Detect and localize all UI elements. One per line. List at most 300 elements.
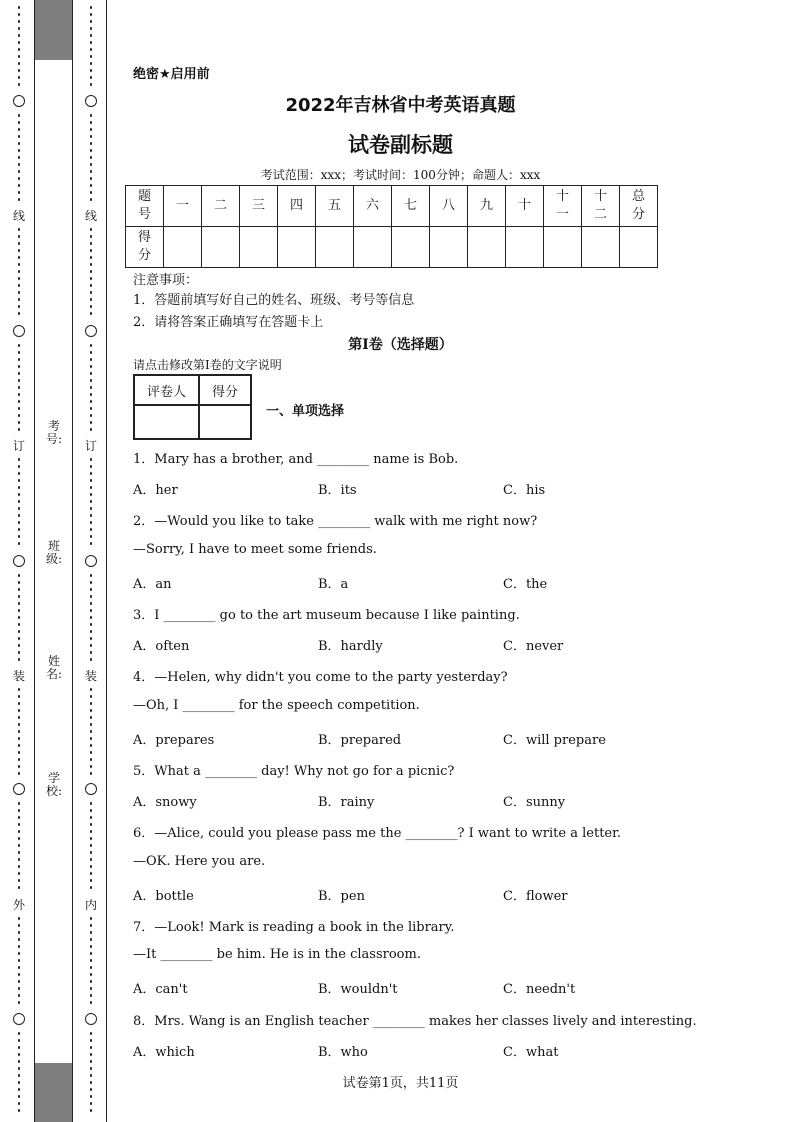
score-cell[interactable]: [202, 227, 240, 268]
dot: [18, 305, 20, 308]
dot: [18, 514, 20, 517]
dot: [18, 386, 20, 389]
dot: [18, 507, 20, 510]
dot: [90, 69, 92, 72]
answer-option[interactable]: A．often: [133, 639, 190, 655]
question-dialogue-line: —OK. Here you are.: [133, 853, 266, 869]
dot-segment: [85, 112, 97, 203]
dot-segment: [85, 572, 97, 663]
dot: [18, 535, 20, 538]
dot: [18, 695, 20, 698]
dot: [90, 1001, 92, 1004]
answer-option[interactable]: C．never: [503, 639, 564, 655]
circle-shape: [85, 325, 97, 337]
score-cell[interactable]: [506, 227, 544, 268]
answer-option[interactable]: B．rainy: [318, 795, 375, 811]
score-table: [125, 185, 658, 268]
dot: [90, 414, 92, 417]
dot: [18, 13, 20, 16]
binding-label: 订: [84, 439, 97, 453]
dot: [18, 709, 20, 712]
circle-shape: [13, 783, 25, 795]
dot: [90, 149, 92, 152]
binding-line-right: [106, 0, 107, 1122]
dot: [18, 588, 20, 591]
dot: [90, 772, 92, 775]
question-stem: 5．What a ________ day! Why not go for a picnic?: [133, 764, 455, 779]
binding-label: 内: [84, 898, 97, 912]
score-cell[interactable]: [240, 227, 278, 268]
dot: [18, 1060, 20, 1063]
dot-segment: [13, 342, 25, 433]
dot: [90, 917, 92, 920]
binding-label: 装: [12, 669, 25, 683]
dot: [18, 602, 20, 605]
dot: [18, 952, 20, 955]
answer-option[interactable]: A．which: [133, 1044, 195, 1060]
dot-segment: [13, 572, 25, 663]
dot: [18, 1088, 20, 1091]
answer-option[interactable]: B．its: [318, 483, 357, 499]
answer-option[interactable]: B．who: [318, 1044, 368, 1060]
dot: [18, 6, 20, 9]
circle-icon: [81, 1013, 101, 1025]
dot: [90, 228, 92, 231]
dot: [18, 581, 20, 584]
dot: [18, 1081, 20, 1084]
dot: [90, 465, 92, 468]
dot: [90, 400, 92, 403]
dot: [18, 623, 20, 626]
dot: [18, 284, 20, 287]
dot: [90, 1088, 92, 1091]
dot: [18, 630, 20, 633]
dot: [90, 1053, 92, 1056]
dot: [90, 1109, 92, 1112]
binding-label: 线: [84, 209, 97, 223]
dot: [18, 542, 20, 545]
grader-score-cell[interactable]: [199, 405, 251, 439]
score-cell[interactable]: [354, 227, 392, 268]
section-description: 请点击修改第I卷的文字说明: [133, 358, 282, 372]
dot: [18, 358, 20, 361]
dot: [90, 695, 92, 698]
question-stem: 8．Mrs. Wang is an English teacher ________ makes her classes lively and interesting.: [133, 1013, 697, 1029]
circle-icon: [81, 325, 101, 337]
dot-segment: [85, 686, 97, 777]
score-table-header-label: 题 号: [126, 186, 164, 227]
answer-option[interactable]: C．what: [503, 1044, 559, 1060]
dot: [18, 765, 20, 768]
dot: [18, 809, 20, 812]
score-column-header: 九: [468, 186, 506, 227]
dot: [90, 284, 92, 287]
circle-icon: [81, 95, 101, 107]
dot: [18, 149, 20, 152]
question-stem: 1．Mary has a brother, and ________ name is Bob.: [133, 452, 459, 467]
dot: [18, 1032, 20, 1035]
dot: [90, 1095, 92, 1098]
dot: [18, 730, 20, 733]
score-table-score-label: 得 分: [126, 227, 164, 268]
dot: [90, 765, 92, 768]
binding-line-left: [34, 0, 35, 1122]
dot: [90, 156, 92, 159]
answer-option[interactable]: C．will prepare: [503, 732, 606, 748]
score-column-header: 十: [506, 186, 544, 227]
dot: [18, 959, 20, 962]
dot: [18, 938, 20, 941]
dot: [90, 379, 92, 382]
dot: [18, 637, 20, 640]
dot: [18, 528, 20, 531]
dot-segment: [13, 112, 25, 203]
dot: [18, 994, 20, 997]
circle-icon: [9, 95, 29, 107]
dot: [18, 802, 20, 805]
dot: [90, 702, 92, 705]
dot-segment: [85, 226, 97, 317]
grader-box: [133, 374, 252, 440]
dot: [90, 535, 92, 538]
dot: [18, 716, 20, 719]
dot: [18, 1053, 20, 1056]
score-column-header: 一: [164, 186, 202, 227]
dot: [90, 479, 92, 482]
dot: [18, 688, 20, 691]
dot: [18, 1102, 20, 1105]
score-cell[interactable]: [620, 227, 658, 268]
dot: [90, 574, 92, 577]
dot: [90, 472, 92, 475]
dot: [90, 270, 92, 273]
dot: [18, 27, 20, 30]
dot: [90, 616, 92, 619]
dot: [90, 924, 92, 927]
binding-label: 外: [12, 898, 25, 912]
score-column-header: 三: [240, 186, 278, 227]
dot: [90, 249, 92, 252]
dot: [90, 588, 92, 591]
section-title: 第I卷（选择题）: [348, 337, 453, 353]
dot: [18, 616, 20, 619]
dot: [18, 69, 20, 72]
dot-segment: [13, 1030, 25, 1114]
dot: [18, 595, 20, 598]
dot: [18, 83, 20, 86]
dot: [90, 528, 92, 531]
score-cell[interactable]: [316, 227, 354, 268]
dot: [90, 184, 92, 187]
dot: [18, 858, 20, 861]
dot: [18, 34, 20, 37]
score-cell[interactable]: [164, 227, 202, 268]
circle-shape: [85, 555, 97, 567]
dot: [18, 344, 20, 347]
bottom-grey-strip: [34, 1063, 72, 1122]
dot: [90, 34, 92, 37]
dot: [18, 493, 20, 496]
dot: [18, 421, 20, 424]
dot: [18, 823, 20, 826]
dot: [90, 637, 92, 640]
dot: [18, 379, 20, 382]
dot: [90, 865, 92, 868]
binding-margin: [0, 0, 106, 1122]
dot: [90, 602, 92, 605]
dot: [90, 730, 92, 733]
dot: [90, 644, 92, 647]
dot-segment: [85, 800, 97, 891]
page-footer: 试卷第1页，共11页: [342, 1076, 459, 1091]
dot: [90, 198, 92, 201]
notes-item: 2．请将答案正确填写在答题卡上: [133, 315, 324, 330]
answer-option[interactable]: C．needn't: [503, 982, 576, 998]
dot: [90, 623, 92, 626]
dot: [90, 858, 92, 861]
dot: [90, 55, 92, 58]
dot: [18, 393, 20, 396]
answer-option[interactable]: B．pen: [318, 888, 365, 904]
dot: [90, 291, 92, 294]
dot: [18, 249, 20, 252]
dot: [18, 744, 20, 747]
dot: [90, 393, 92, 396]
dot: [90, 358, 92, 361]
dot: [90, 298, 92, 301]
answer-option[interactable]: A．prepares: [133, 732, 215, 748]
answer-option[interactable]: B．hardly: [318, 639, 383, 655]
dot: [90, 191, 92, 194]
dot: [18, 291, 20, 294]
dot: [90, 1032, 92, 1035]
dot: [18, 851, 20, 854]
student-field-name: 姓名:: [46, 654, 63, 681]
dot: [18, 228, 20, 231]
dot: [18, 737, 20, 740]
dot: [18, 163, 20, 166]
answer-option[interactable]: A．snowy: [133, 795, 197, 811]
dot: [90, 493, 92, 496]
dot: [18, 702, 20, 705]
dot: [18, 156, 20, 159]
dot: [90, 312, 92, 315]
score-cell[interactable]: [544, 227, 582, 268]
dot: [18, 609, 20, 612]
dot: [90, 20, 92, 23]
dot: [18, 917, 20, 920]
dot: [90, 263, 92, 266]
question-stem: 6．—Alice, could you please pass me the ________? I want to write a letter.: [133, 826, 622, 842]
dot-segment: [85, 915, 97, 1006]
question-stem: 7．—Look! Mark is reading a book in the library.: [133, 920, 455, 935]
dot: [90, 428, 92, 431]
score-cell[interactable]: [278, 227, 316, 268]
dot: [90, 344, 92, 347]
score-column-header: 四: [278, 186, 316, 227]
score-cell[interactable]: [392, 227, 430, 268]
dot: [90, 6, 92, 9]
dot: [90, 458, 92, 461]
dot: [90, 76, 92, 79]
circle-shape: [85, 95, 97, 107]
answer-option[interactable]: A．bottle: [133, 888, 194, 904]
dot: [18, 837, 20, 840]
dot: [90, 980, 92, 983]
dot: [18, 830, 20, 833]
dot-segment: [13, 226, 25, 317]
dot: [18, 256, 20, 259]
dot: [18, 1039, 20, 1042]
dot: [90, 879, 92, 882]
dot: [18, 723, 20, 726]
dot: [90, 170, 92, 173]
answer-option[interactable]: C．flower: [503, 888, 568, 904]
score-table-score-row: [126, 227, 658, 268]
dot: [90, 277, 92, 280]
dot: [18, 351, 20, 354]
score-column-header: 六: [354, 186, 392, 227]
exam-title: 2022年吉林省中考英语真题: [285, 95, 516, 116]
dot: [18, 472, 20, 475]
dot: [18, 121, 20, 124]
dot: [18, 407, 20, 410]
question-dialogue-line: —It ________ be him. He is in the classroom.: [133, 947, 421, 963]
dot: [90, 27, 92, 30]
dot: [18, 400, 20, 403]
dot: [90, 809, 92, 812]
dot: [18, 1109, 20, 1112]
dot: [90, 1046, 92, 1049]
dot-segment: [85, 456, 97, 547]
score-cell[interactable]: [582, 227, 620, 268]
dot: [18, 170, 20, 173]
dot: [90, 486, 92, 489]
notes-heading: 注意事项：: [133, 273, 199, 288]
question-stem: 2．—Would you like to take ________ walk with me right now?: [133, 514, 538, 530]
answer-option[interactable]: B．wouldn't: [318, 982, 398, 998]
dot: [18, 574, 20, 577]
dot: [90, 651, 92, 654]
dot: [18, 865, 20, 868]
dot: [90, 844, 92, 847]
answer-option[interactable]: A．can't: [133, 982, 188, 998]
dot: [90, 945, 92, 948]
student-field-class: 班级:: [46, 539, 63, 566]
dot: [90, 966, 92, 969]
dot: [90, 1102, 92, 1105]
dot-segment: [13, 4, 25, 88]
dot: [18, 1001, 20, 1004]
dot: [18, 973, 20, 976]
dot: [18, 184, 20, 187]
dot: [90, 500, 92, 503]
dot: [90, 163, 92, 166]
circle-shape: [13, 1013, 25, 1025]
answer-option[interactable]: C．the: [503, 576, 548, 592]
dot: [90, 751, 92, 754]
dot-segment: [13, 915, 25, 1006]
score-cell[interactable]: [430, 227, 468, 268]
dot: [90, 931, 92, 934]
dot: [18, 270, 20, 273]
dot: [18, 886, 20, 889]
dot: [18, 142, 20, 145]
circle-shape: [13, 325, 25, 337]
dot: [18, 844, 20, 847]
dot: [18, 198, 20, 201]
dot: [90, 973, 92, 976]
dot: [18, 931, 20, 934]
dot: [18, 758, 20, 761]
binding-label: 订: [12, 439, 25, 453]
circle-icon: [81, 783, 101, 795]
dot: [18, 644, 20, 647]
dot: [90, 114, 92, 117]
dot: [18, 486, 20, 489]
answer-option[interactable]: A．an: [133, 576, 172, 592]
score-column-header: 五: [316, 186, 354, 227]
dot: [90, 816, 92, 819]
dot: [90, 886, 92, 889]
dot: [90, 581, 92, 584]
outer-dotted-cut-line: [13, 0, 25, 1122]
dot: [90, 121, 92, 124]
score-column-header: 十 二: [582, 186, 620, 227]
dot: [18, 1095, 20, 1098]
dot: [18, 298, 20, 301]
exam-subtitle: 试卷副标题: [348, 133, 453, 157]
dot: [18, 263, 20, 266]
answer-option[interactable]: C．sunny: [503, 795, 566, 811]
dot: [90, 514, 92, 517]
score-column-header: 十 一: [544, 186, 582, 227]
answer-option[interactable]: B．a: [318, 576, 349, 592]
dot: [18, 966, 20, 969]
score-cell[interactable]: [468, 227, 506, 268]
grader-name-cell[interactable]: [134, 405, 199, 439]
dot: [90, 507, 92, 510]
score-column-header: 总 分: [620, 186, 658, 227]
circle-shape: [13, 555, 25, 567]
dot: [90, 41, 92, 44]
dot: [90, 235, 92, 238]
answer-option[interactable]: B．prepared: [318, 732, 402, 748]
dot-segment: [85, 342, 97, 433]
dot-segment: [13, 686, 25, 777]
answer-option[interactable]: A．her: [133, 483, 178, 499]
dot: [18, 772, 20, 775]
dot: [90, 723, 92, 726]
part-title: 一、单项选择: [266, 404, 345, 419]
dot: [90, 242, 92, 245]
dot: [90, 938, 92, 941]
dot: [18, 177, 20, 180]
dot: [18, 128, 20, 131]
dot: [90, 630, 92, 633]
circle-shape: [85, 783, 97, 795]
dot: [18, 872, 20, 875]
answer-option[interactable]: C．his: [503, 483, 546, 499]
dot: [18, 465, 20, 468]
dot: [90, 305, 92, 308]
dot: [18, 1074, 20, 1077]
dot: [18, 479, 20, 482]
dot: [90, 365, 92, 368]
dot: [18, 1046, 20, 1049]
dot: [90, 521, 92, 524]
dot: [18, 658, 20, 661]
